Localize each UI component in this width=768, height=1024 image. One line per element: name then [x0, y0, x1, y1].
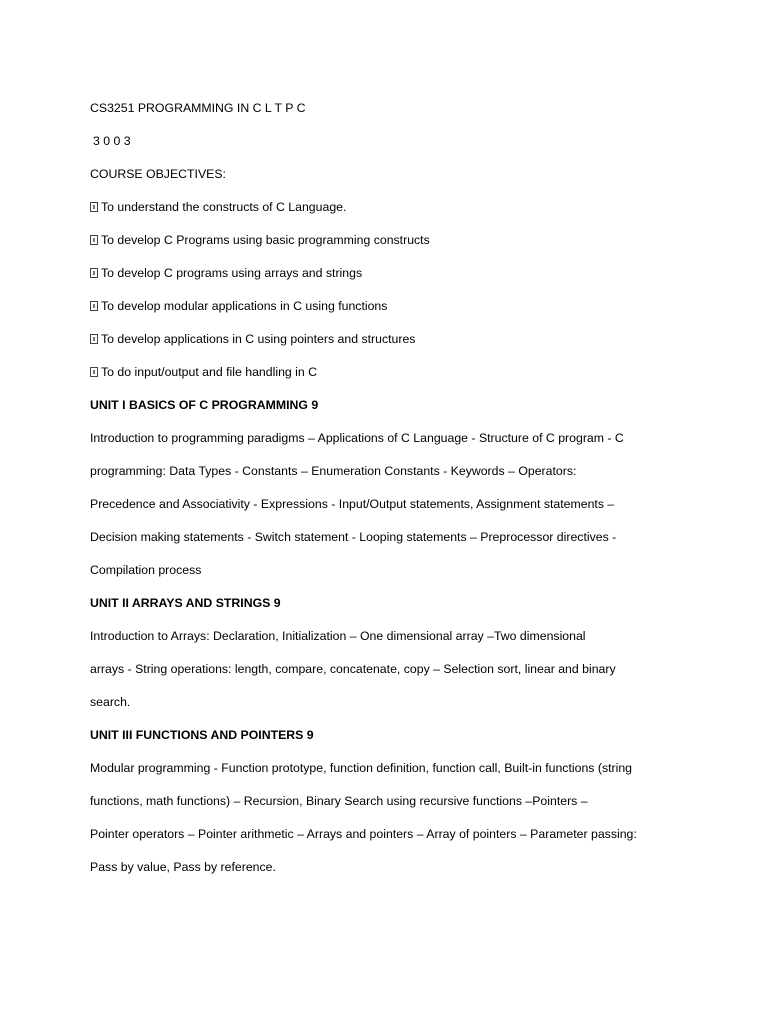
unit-body-line: arrays - String operations: length, compare, concatenate, copy – Selection sort, linear and binary: [90, 662, 616, 676]
objective-item: [90, 323, 690, 356]
objective-text: To develop C programs using arrays and strings: [101, 266, 363, 280]
objectives-heading: COURSE OBJECTIVES:: [90, 167, 226, 181]
unit-body-line: programming: Data Types - Constants – Enumeration Constants - Keywords – Operators:: [90, 464, 577, 478]
unit-body-line: Introduction to Arrays: Declaration, Initialization – One dimensional array –Two dimensional: [90, 629, 586, 643]
unit-body-line: Compilation process: [90, 563, 202, 577]
missing-glyph-bullet-icon: [90, 334, 98, 344]
unit-body-line: Precedence and Associativity - Expressions - Input/Output statements, Assignment statements –: [90, 497, 615, 511]
missing-glyph-bullet-icon: [90, 268, 98, 278]
unit-body-line: search.: [90, 695, 131, 709]
objective-text: To develop modular applications in C using functions: [101, 299, 388, 313]
unit-heading: UNIT III FUNCTIONS AND POINTERS 9: [90, 728, 314, 742]
unit-body-line: Decision making statements - Switch statement - Looping statements – Preprocessor directives -: [90, 530, 617, 544]
objective-item: [90, 224, 690, 257]
missing-glyph-bullet-icon: [90, 202, 98, 212]
unit-body-line: Pointer operators – Pointer arithmetic – Arrays and pointers – Array of pointers – Parameter passing:: [90, 827, 637, 841]
unit-body-line: Introduction to programming paradigms – Applications of C Language - Structure of C program - C: [90, 431, 624, 445]
unit-body-line: Modular programming - Function prototype, function definition, function call, Built-in functions (string: [90, 761, 633, 775]
document-page: [90, 92, 690, 884]
credits-line: 3 0 0 3: [93, 134, 131, 148]
course-title: CS3251 PROGRAMMING IN C L T P C: [90, 101, 306, 115]
unit-body-line: functions, math functions) – Recursion, Binary Search using recursive functions –Pointers –: [90, 794, 588, 808]
objective-item: [90, 257, 690, 290]
missing-glyph-bullet-icon: [90, 367, 98, 377]
missing-glyph-bullet-icon: [90, 235, 98, 245]
unit-heading: UNIT I BASICS OF C PROGRAMMING 9: [90, 398, 319, 412]
objective-item: [90, 290, 690, 323]
unit-body-line: Pass by value, Pass by reference.: [90, 860, 276, 874]
objective-item: [90, 356, 690, 389]
objective-text: To develop applications in C using pointers and structures: [101, 332, 416, 346]
objective-text: To develop C Programs using basic programming constructs: [101, 233, 430, 247]
objective-text: To do input/output and file handling in C: [101, 365, 318, 379]
missing-glyph-bullet-icon: [90, 301, 98, 311]
objective-text: To understand the constructs of C Language.: [101, 200, 347, 214]
objective-item: [90, 191, 690, 224]
unit-heading: UNIT II ARRAYS AND STRINGS 9: [90, 596, 281, 610]
